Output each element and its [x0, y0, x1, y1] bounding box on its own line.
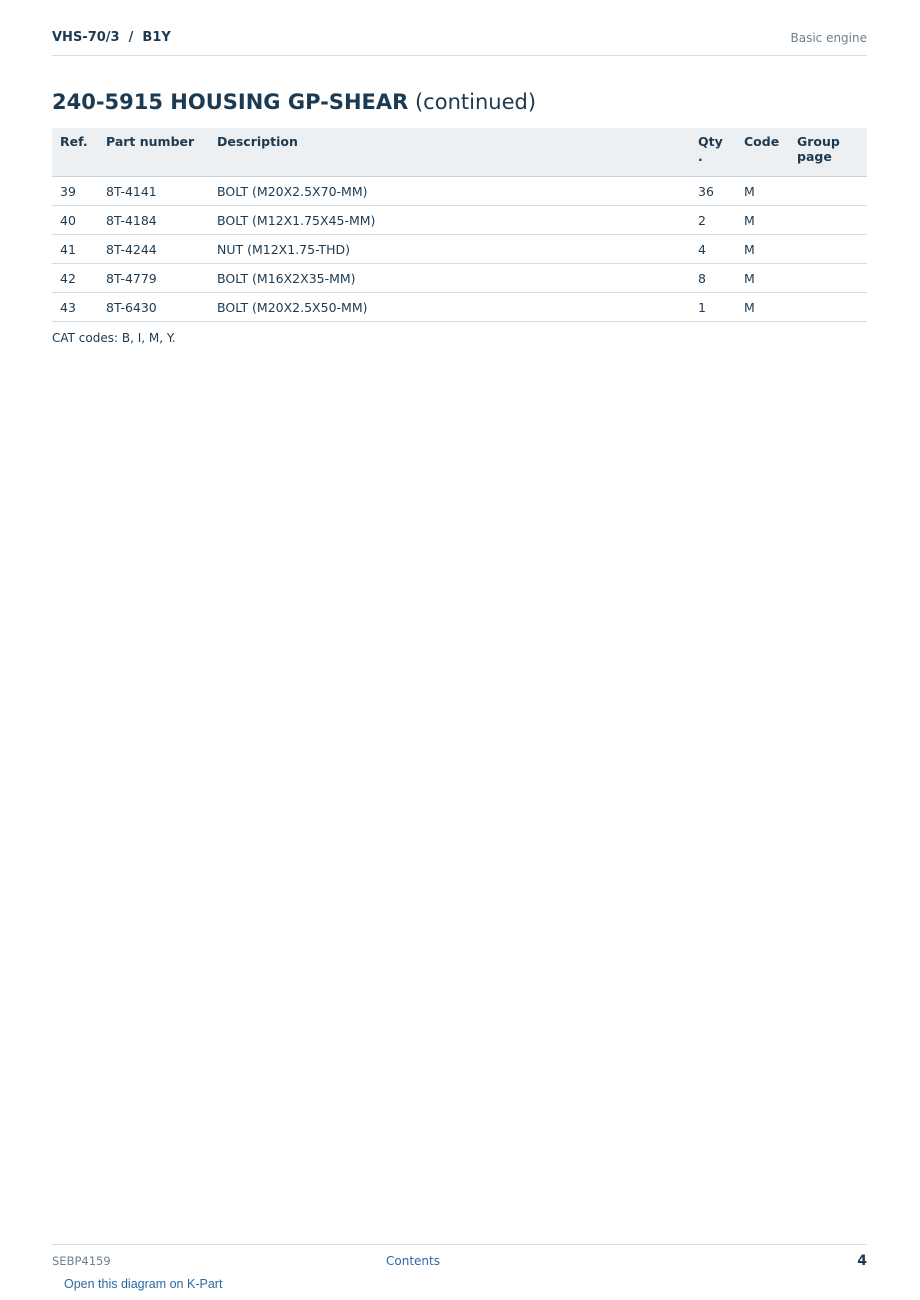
header-row [52, 128, 867, 177]
cell-description: BOLT (M20X2.5X70-MM) [209, 177, 690, 206]
cell-part-number: 8T-4184 [98, 206, 209, 235]
parts-table-header [52, 128, 867, 177]
cell-ref: 42 [52, 264, 98, 293]
cell-part-number: 8T-4779 [98, 264, 209, 293]
parts-table-body [52, 177, 867, 322]
parts-table [52, 128, 867, 322]
cell-group-page [789, 177, 867, 206]
cell-qty: 1 [690, 293, 736, 322]
table-row [52, 264, 867, 293]
column-header-ref: Ref. [52, 128, 98, 177]
cell-part-number: 8T-6430 [98, 293, 209, 322]
table-row [52, 235, 867, 264]
open-k-part-link[interactable]: Open this diagram on K-Part [64, 1277, 223, 1291]
cat-codes-note: CAT codes: B, I, M, Y. [52, 331, 176, 345]
cell-ref: 43 [52, 293, 98, 322]
page-number: 4 [857, 1253, 867, 1269]
cell-description: BOLT (M20X2.5X50-MM) [209, 293, 690, 322]
cell-part-number: 8T-4244 [98, 235, 209, 264]
cell-description: BOLT (M16X2X35-MM) [209, 264, 690, 293]
cell-qty: 36 [690, 177, 736, 206]
table-row [52, 293, 867, 322]
cell-qty: 2 [690, 206, 736, 235]
cell-code: M [736, 264, 789, 293]
cell-ref: 41 [52, 235, 98, 264]
contents-link[interactable]: Contents [386, 1254, 440, 1268]
cell-group-page [789, 293, 867, 322]
cell-ref: 40 [52, 206, 98, 235]
column-header-description: Description [209, 128, 690, 177]
cell-part-number: 8T-4141 [98, 177, 209, 206]
page-footer [52, 1244, 867, 1295]
document-id: SEBP4159 [52, 1254, 111, 1268]
cell-ref: 39 [52, 177, 98, 206]
cell-code: M [736, 235, 789, 264]
column-header-code: Code [736, 128, 789, 177]
cell-code: M [736, 177, 789, 206]
table-row [52, 177, 867, 206]
title-suffix: (continued) [414, 90, 537, 114]
model-breadcrumb: VHS-70/3 / B1Y [52, 30, 171, 45]
cell-qty: 8 [690, 264, 736, 293]
column-header-qty: Qty . [690, 128, 736, 177]
column-header-group-page: Group page [789, 128, 867, 177]
title-main: 240-5915 HOUSING GP-SHEAR [52, 90, 409, 114]
table-row [52, 206, 867, 235]
cell-group-page [789, 235, 867, 264]
column-header-part-number: Part number [98, 128, 209, 177]
cell-code: M [736, 293, 789, 322]
cell-group-page [789, 206, 867, 235]
section-label: Basic engine [790, 31, 867, 45]
cell-group-page [789, 264, 867, 293]
cell-code: M [736, 206, 789, 235]
page-header [52, 28, 867, 56]
cell-qty: 4 [690, 235, 736, 264]
page-title [52, 90, 536, 114]
cell-description: BOLT (M12X1.75X45-MM) [209, 206, 690, 235]
cell-description: NUT (M12X1.75-THD) [209, 235, 690, 264]
